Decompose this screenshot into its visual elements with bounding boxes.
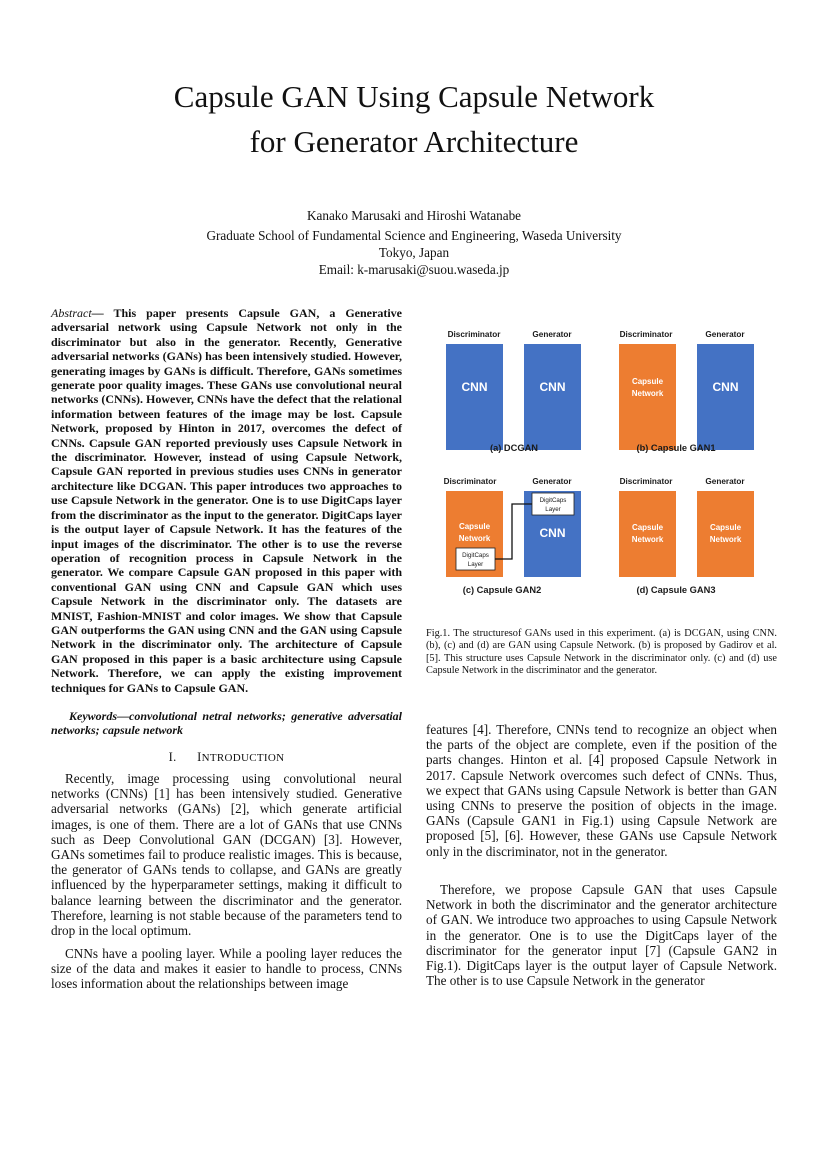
- panel-c-capsule-line2: Network: [458, 534, 491, 543]
- authors: Kanako Marusaki and Hiroshi Watanabe: [306, 208, 522, 223]
- section-heading-introduction: [51, 750, 402, 765]
- panel-b-generator-box: [697, 344, 754, 450]
- panel-d-discriminator-box: [619, 491, 676, 577]
- panel-b-capsule-line1: Capsule: [631, 377, 664, 386]
- panel-d-gen-capsule-line2: Network: [709, 535, 742, 544]
- email: Email: k-marusaki@suou.waseda.jp: [318, 262, 510, 277]
- panel-d-gen-capsule-line1: Capsule: [709, 523, 742, 532]
- panel-d-disc-capsule-line2: Network: [631, 535, 664, 544]
- affiliation: Graduate School of Fundamental Science and Engineering, Waseda University: [206, 228, 622, 243]
- abstract: [51, 306, 402, 695]
- panel-b-capsule-line2: Network: [631, 389, 664, 398]
- panel-c-digitcaps-gen-line1: DigitCaps: [539, 497, 567, 504]
- panel-d-disc-capsule-line1: Capsule: [631, 523, 664, 532]
- figure-1-diagram: [426, 322, 781, 602]
- paragraph-intro-2: CNNs have a pooling layer. While a pooling layer reduces the size of the data and makes it easier to handle to process, CNNs loses information about the relationships between image: [51, 946, 402, 992]
- panel-b-discriminator-label: Discriminator: [619, 330, 673, 339]
- panel-c-digitcaps-disc-line1: DigitCaps: [462, 552, 489, 559]
- panel-a-discriminator-cnn: CNN: [461, 380, 488, 394]
- keywords: Keywords—convolutional netral networks; generative adversatial networks; capsule network: [51, 709, 402, 738]
- panel-c-digitcaps-gen-line2: Layer: [545, 506, 561, 513]
- panel-a-caption: (a) DCGAN: [489, 443, 539, 453]
- paragraph-intro-4: Therefore, we propose Capsule GAN that uses Capsule Network in both the discriminator and the generator architecture of GAN. We introduce two approaches to using Capsule Network in the generator. One is to use the DigitCaps layer of the discriminator for the generator input [7] (Capsule GAN2 in Fig.1). DigitCaps layer is the output layer of Capsule Network. The other is to use Capsule Network in the generator: [426, 882, 777, 989]
- paragraph-intro-3: features [4]. Therefore, CNNs tend to recognize an object when the parts of the object are complete, even if the position of the parts changes. Hinton et al. [4] proposed Capsule Network in 2017. Capsule Network overcomes such defect of CNNs. Thus, we expect that GANs using Capsule Network is better than GAN using CNNs to preserve the position of objects in the image. GANs (Capsule GAN1 in Fig.1) using Capsule Network are proposed [5], [6]. However, these GANs use Capsule Network only in the discriminator, not in the generator.: [426, 722, 777, 859]
- panel-a-generator-cnn: CNN: [539, 380, 566, 394]
- abstract-label: Abstract: [51, 306, 92, 320]
- panel-d-generator-label: Generator: [705, 477, 745, 486]
- panel-c-digitcaps-disc-line2: Layer: [467, 561, 484, 568]
- panel-d-caption: (d) Capsule GAN3: [636, 585, 716, 595]
- panel-d-generator-box: [697, 491, 754, 577]
- panel-b-caption: (b) Capsule GAN1: [636, 443, 716, 453]
- panel-a-discriminator-box: [446, 344, 503, 450]
- abstract-text: This paper presents Capsule GAN, a Generative adversarial network using Capsule Network not only in the discriminator but also in the generator. Recently, Generative adversarial networks (GANs) has been intensively studied. However, generating images by GANs is difficult. Therefore, GANs sometimes generate poor quality images. These GANs use convolutional neural networks (CNNs). However, CNNs have the defect that the relational information between features of the image may be lost. Capsule Network, proposed by Hinton in 2017, overcomes the defect of CNNs. Capsule GAN reported previously uses Capsule Network in the discriminator. However, instead of using Capsule Network, Capsule GAN reported in previous studies uses CNNs in generator architecture like DCGAN. This paper introduces two approaches to use Capsule Network in the generator. One is to use DigitCaps layer from the discriminator as the input to the generator. DigitCaps layer is the output layer of Capsule Network. It has the features of the input images of the discriminator. The other is to use the reverse operation of recognition process in Capsule Network in the generator. We compare Capsule GAN proposed in this paper with conventional GAN using CNN and Capsule GAN which uses Capsule Network in the discriminator only. The datasets are MNIST, Fashion-MNIST and color images. We show that Capsule GAN outperforms the GAN using CNN and the GAN using Capsule Network in the discriminator only. The architecture of Capsule GAN proposed in this paper is a basic architecture using Capsule Network. Therefore, we can apply the existing improvement techniques for GANs to Capsule GAN.: [51, 306, 402, 695]
- panel-c-discriminator-label: Discriminator: [443, 477, 497, 486]
- paragraph-intro-1: Recently, image processing using convolutional neural networks (CNNs) [1] has been intensively studied. Generative adversarial networks (GANs) [2], which generate artificial images, is one of them. There are a lot of GANs that use CNNs such as Deep Convolutional GAN (DCGAN) [3]. However, GANs sometimes fail to produce realistic images. This is because, the generator of GANs tends to collapse, and GANs are greatly influenced by the hyperparameter settings, making it difficult to balance learning between the discriminator and the generator. Therefore, learning is not stable because of the parameters tend to drop in the local optimum.: [51, 771, 402, 939]
- location: Tokyo, Japan: [378, 245, 450, 260]
- panel-d-discriminator-label: Discriminator: [619, 477, 673, 486]
- panel-c-capsule-line1: Capsule: [458, 522, 491, 531]
- panel-c-generator-cnn: CNN: [539, 526, 566, 540]
- paper-title-line-1: Capsule GAN Using Capsule Network: [173, 79, 655, 114]
- abstract-dash: —: [91, 306, 104, 320]
- paper-title-line-2: for Generator Architecture: [249, 124, 579, 159]
- panel-c-generator-label: Generator: [532, 477, 572, 486]
- panel-a-generator-label: Generator: [532, 330, 572, 339]
- panel-a-discriminator-label: Discriminator: [447, 330, 501, 339]
- figure-1-caption: Fig.1. The structuresof GANs used in this experiment. (a) is DCGAN, using CNN. (b), (c) and (d) are GAN using Capsule Network. (b) is proposed by Gadirov et al. [5]. This structure uses Capsule Network in the discriminator only. (c) and (d) use Capsule Network in the discriminator and the generator.: [426, 628, 777, 676]
- section-title-first-letter: I: [197, 750, 202, 764]
- panel-b-generator-cnn: CNN: [712, 380, 739, 394]
- section-title-rest: NTRODUCTION: [201, 752, 285, 764]
- panel-b-generator-label: Generator: [705, 330, 745, 339]
- section-numeral: I.: [168, 750, 177, 764]
- panel-a-generator-box: [524, 344, 581, 450]
- panel-c-caption: (c) Capsule GAN2: [462, 585, 542, 595]
